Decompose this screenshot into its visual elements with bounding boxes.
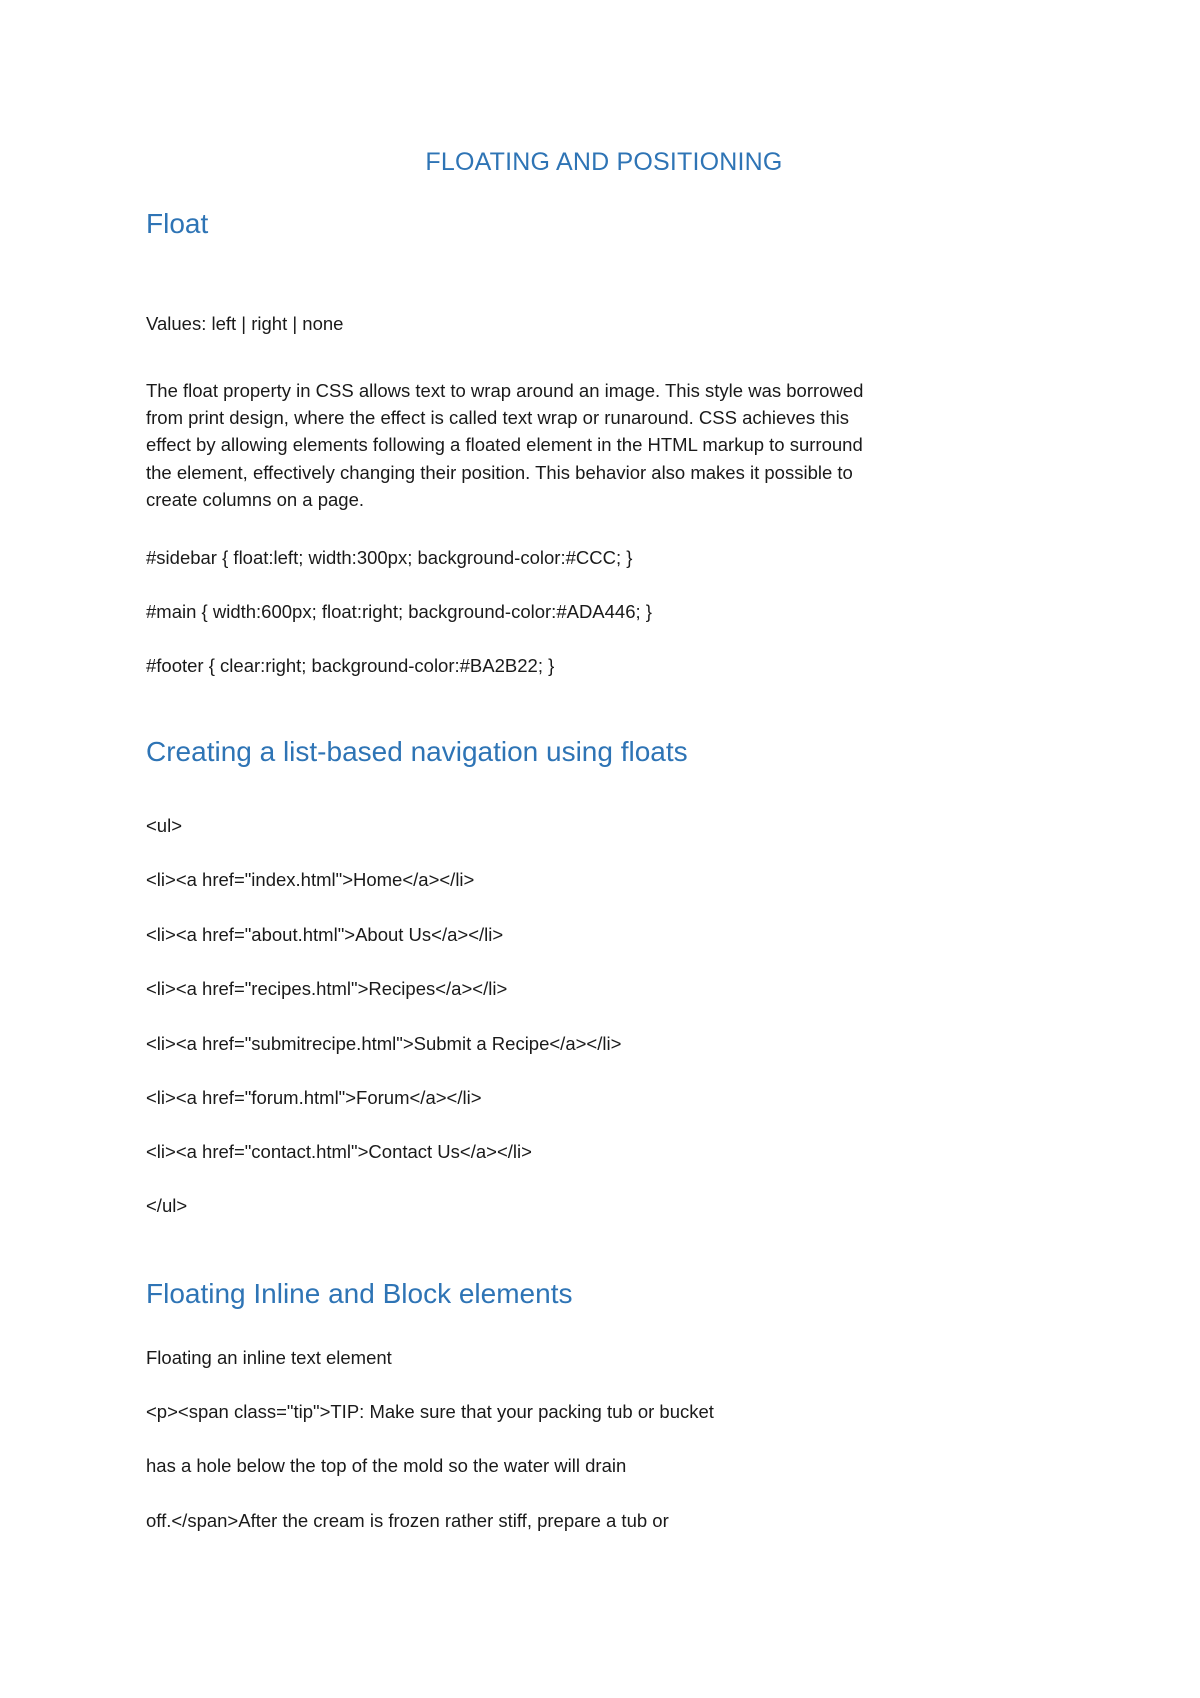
code-line: <li><a href="recipes.html">Recipes</a></li> [146,978,508,999]
body-line: from print design, where the effect is called text wrap or runaround. CSS achieves this [146,407,850,429]
code-line: <li><a href="forum.html">Forum</a></li> [146,1087,482,1108]
document-page [146,0,1076,1698]
code-line: <p><span class="tip">TIP: Make sure that your packing tub or bucket [146,1401,714,1422]
section-heading-inline-block: Floating Inline and Block elements [146,1278,573,1309]
code-line: has a hole below the top of the mold so the water will drain [146,1455,627,1476]
section-heading-navigation: Creating a list-based navigation using floats [146,736,688,767]
body-line: effect by allowing elements following a floated element in the HTML markup to surround [146,434,863,456]
code-line: <li><a href="about.html">About Us</a></li> [146,924,504,945]
code-line: </ul> [146,1195,188,1216]
code-line: <li><a href="index.html">Home</a></li> [146,869,475,890]
body-line: The float property in CSS allows text to wrap around an image. This style was borrowed [146,380,864,401]
section-heading-float: Float [146,208,209,239]
body-line: create columns on a page. [146,488,365,510]
page-title: FLOATING AND POSITIONING [425,148,783,176]
code-line: <li><a href="contact.html">Contact Us</a></li> [146,1141,532,1162]
body-line: the element, effectively changing their position. This behavior also makes it possible to [146,461,853,483]
values-line: Values: left | right | none [146,313,344,334]
code-line-footer: #footer { clear:right; background-color:#BA2B22; } [146,655,555,676]
float-description [146,377,1076,513]
code-line-main: #main { width:600px; float:right; background-color:#ADA446; } [146,601,652,622]
code-line: off.</span>After the cream is frozen rather stiff, prepare a tub or [146,1510,669,1531]
code-line-sidebar: #sidebar { float:left; width:300px; background-color:#CCC; } [146,547,633,568]
code-line: <li><a href="submitrecipe.html">Submit a Recipe</a></li> [146,1033,622,1054]
intro-line: Floating an inline text element [146,1347,392,1368]
code-line: <ul> [146,815,183,836]
